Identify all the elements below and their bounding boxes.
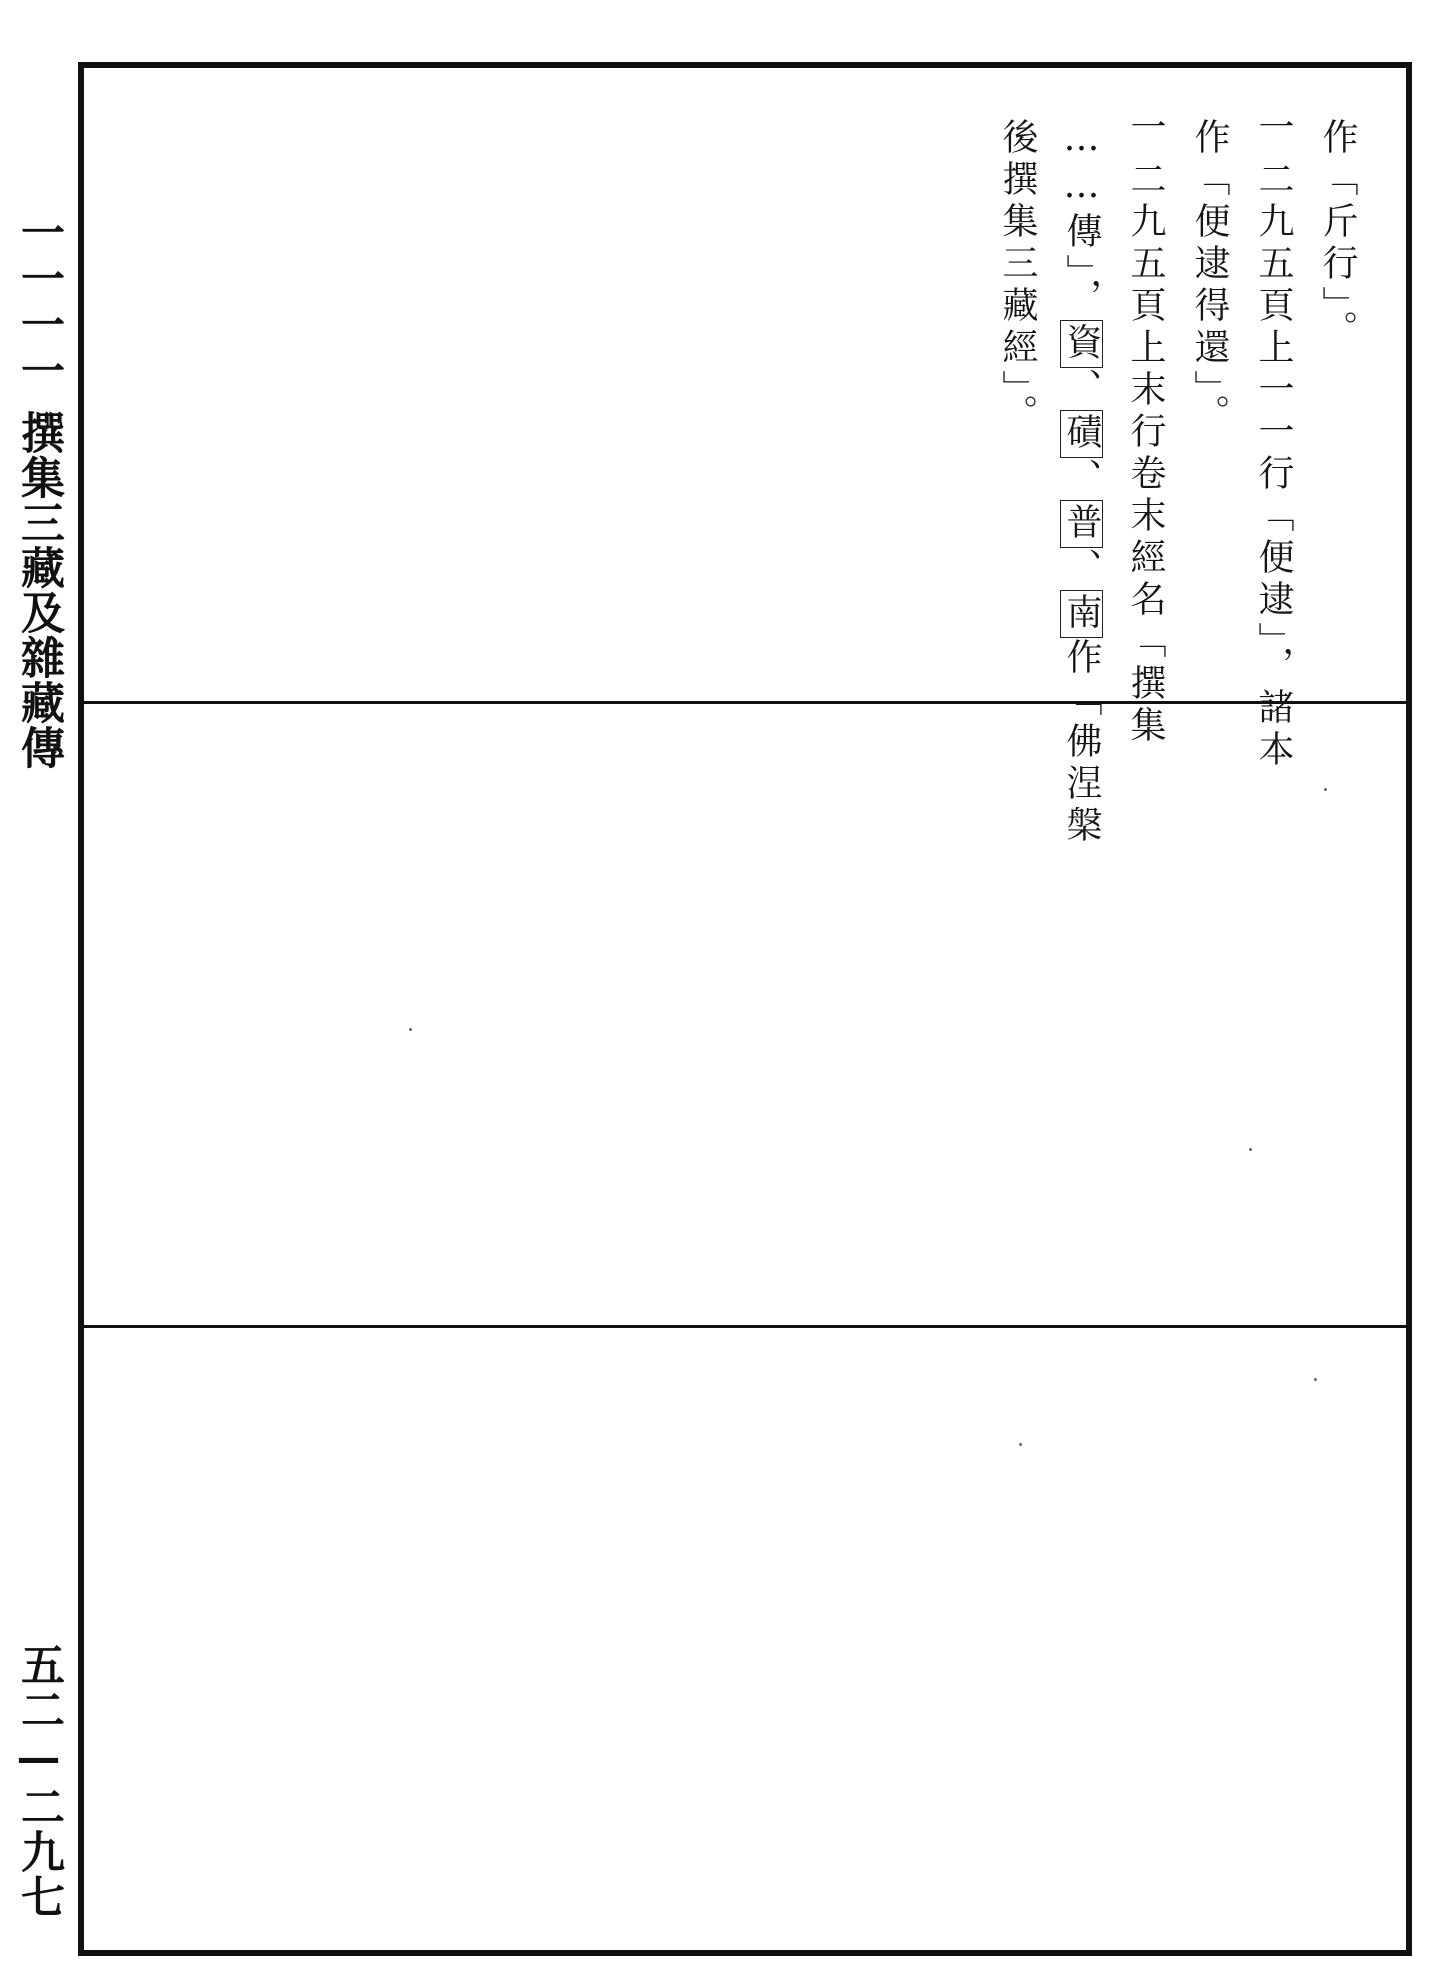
note-marker: 一 (1253, 108, 1294, 150)
note-line-2 (1244, 108, 1302, 772)
section-divider-1 (84, 701, 1406, 704)
note-text: 二九五頁上末行卷末經名「撰集 (1125, 160, 1166, 748)
note-text: 二九五頁上一一行「便逮」，諸本 (1253, 160, 1294, 772)
note-line-3 (1180, 108, 1238, 668)
note-line-6 (988, 108, 1046, 668)
scan-speck (409, 1028, 412, 1031)
note-line-1 (1308, 108, 1366, 668)
edition-abbrev-nan: 南 (1060, 590, 1103, 638)
scan-speck (1314, 1378, 1317, 1381)
volume-number: 一一一一 (13, 210, 64, 394)
scan-speck (1249, 1148, 1252, 1151)
scan-speck (1019, 1443, 1022, 1446)
edition-abbrev-qi: 磧 (1060, 410, 1103, 458)
note-text: 後撰集三藏經」。 (997, 118, 1038, 436)
edition-abbrev-zi: 資 (1060, 320, 1103, 368)
note-text: 作「便逮得還」。 (1189, 118, 1230, 436)
note-text: 作「斤行」。 (1317, 118, 1358, 352)
book-title: 撰集三藏及雜藏傳 (13, 410, 64, 770)
note-line-4 (1116, 108, 1174, 748)
page-number: 五二—二九七 (13, 1642, 64, 1919)
page-frame (78, 62, 1412, 1956)
section-divider-2 (84, 1325, 1406, 1328)
collation-notes (988, 108, 1366, 848)
edition-abbrev-pu: 普 (1060, 500, 1103, 548)
note-text-after: 作「佛涅槃 (1061, 638, 1102, 848)
note-line-5: ……傳」，資、磧、普、南作「佛涅槃 (1061, 118, 1102, 848)
note-text: ……傳」， (1061, 118, 1102, 320)
scan-speck (1324, 788, 1327, 791)
note-marker: 一 (1125, 108, 1166, 150)
